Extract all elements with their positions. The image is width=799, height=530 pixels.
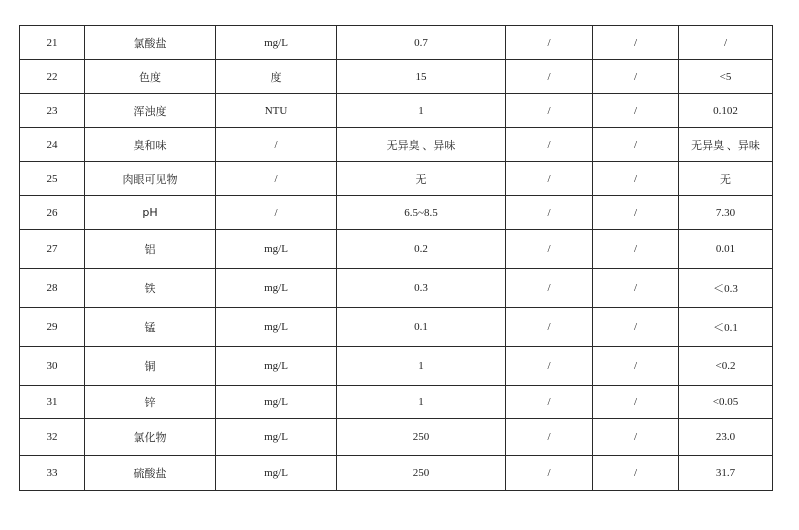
table-row (20, 419, 773, 456)
water-quality-table (19, 25, 773, 491)
result-value-cell: / (679, 26, 773, 60)
table-row (20, 196, 773, 230)
test-item-cell: 铜 (85, 347, 216, 386)
unit-cell: mg/L (216, 308, 337, 347)
limit-value-cell: 1 (337, 94, 506, 128)
blank-column-cell: / (593, 347, 679, 386)
result-value-cell: 23.0 (679, 419, 773, 456)
blank-column-cell: / (506, 60, 593, 94)
test-item-cell: 氯化物 (85, 419, 216, 456)
unit-cell: / (216, 196, 337, 230)
table-body (20, 26, 773, 491)
blank-column-cell: / (506, 347, 593, 386)
unit-cell: mg/L (216, 230, 337, 269)
unit-cell: mg/L (216, 269, 337, 308)
result-value-cell: <0.2 (679, 347, 773, 386)
table-row (20, 269, 773, 308)
test-item-cell: 肉眼可见物 (85, 162, 216, 196)
test-item-cell: 硫酸盐 (85, 456, 216, 491)
blank-column-cell: / (593, 456, 679, 491)
blank-column-cell: / (593, 386, 679, 419)
test-item-cell: 色度 (85, 60, 216, 94)
limit-value-cell: 250 (337, 419, 506, 456)
unit-cell: mg/L (216, 456, 337, 491)
row-number-cell: 28 (20, 269, 85, 308)
row-number-cell: 22 (20, 60, 85, 94)
table-row (20, 308, 773, 347)
test-item-cell: 铝 (85, 230, 216, 269)
test-item-cell: 锌 (85, 386, 216, 419)
test-item-cell: 铁 (85, 269, 216, 308)
limit-value-cell: 250 (337, 456, 506, 491)
blank-column-cell: / (593, 60, 679, 94)
result-value-cell: 31.7 (679, 456, 773, 491)
result-value-cell: 无 (679, 162, 773, 196)
table-row (20, 94, 773, 128)
blank-column-cell: / (506, 128, 593, 162)
limit-value-cell: 6.5~8.5 (337, 196, 506, 230)
row-number-cell: 27 (20, 230, 85, 269)
unit-cell: mg/L (216, 26, 337, 60)
test-item-cell: 锰 (85, 308, 216, 347)
unit-cell: mg/L (216, 419, 337, 456)
limit-value-cell: 0.3 (337, 269, 506, 308)
blank-column-cell: / (506, 308, 593, 347)
blank-column-cell: / (593, 162, 679, 196)
limit-value-cell: 0.1 (337, 308, 506, 347)
row-number-cell: 29 (20, 308, 85, 347)
limit-value-cell: 0.2 (337, 230, 506, 269)
table-row (20, 347, 773, 386)
blank-column-cell: / (593, 196, 679, 230)
blank-column-cell: / (593, 94, 679, 128)
blank-column-cell: / (506, 162, 593, 196)
table-row (20, 60, 773, 94)
unit-cell: 度 (216, 60, 337, 94)
row-number-cell: 33 (20, 456, 85, 491)
row-number-cell: 21 (20, 26, 85, 60)
result-value-cell: 0.102 (679, 94, 773, 128)
limit-value-cell: 无 (337, 162, 506, 196)
table-row (20, 26, 773, 60)
table-row (20, 456, 773, 491)
blank-column-cell: / (506, 456, 593, 491)
result-value-cell: <5 (679, 60, 773, 94)
limit-value-cell: 无异臭 、异味 (337, 128, 506, 162)
blank-column-cell: / (593, 26, 679, 60)
unit-cell: mg/L (216, 386, 337, 419)
test-item-cell: 氯酸盐 (85, 26, 216, 60)
test-item-cell: pH (85, 196, 216, 230)
unit-cell: / (216, 128, 337, 162)
blank-column-cell: / (593, 269, 679, 308)
blank-column-cell: / (593, 128, 679, 162)
blank-column-cell: / (593, 308, 679, 347)
blank-column-cell: / (593, 230, 679, 269)
limit-value-cell: 1 (337, 347, 506, 386)
blank-column-cell: / (506, 94, 593, 128)
result-value-cell: 7.30 (679, 196, 773, 230)
result-value-cell: 0.01 (679, 230, 773, 269)
table-row (20, 230, 773, 269)
blank-column-cell: / (506, 26, 593, 60)
unit-cell: mg/L (216, 347, 337, 386)
result-value-cell: ＜0.3 (679, 269, 773, 308)
blank-column-cell: / (506, 196, 593, 230)
row-number-cell: 30 (20, 347, 85, 386)
row-number-cell: 25 (20, 162, 85, 196)
unit-cell: NTU (216, 94, 337, 128)
row-number-cell: 31 (20, 386, 85, 419)
unit-cell: / (216, 162, 337, 196)
table-row (20, 386, 773, 419)
row-number-cell: 26 (20, 196, 85, 230)
blank-column-cell: / (506, 230, 593, 269)
blank-column-cell: / (506, 386, 593, 419)
result-value-cell: 无异臭 、异味 (679, 128, 773, 162)
table-row (20, 162, 773, 196)
row-number-cell: 24 (20, 128, 85, 162)
limit-value-cell: 15 (337, 60, 506, 94)
row-number-cell: 23 (20, 94, 85, 128)
test-item-cell: 浑浊度 (85, 94, 216, 128)
limit-value-cell: 1 (337, 386, 506, 419)
result-value-cell: ＜0.1 (679, 308, 773, 347)
result-value-cell: <0.05 (679, 386, 773, 419)
blank-column-cell: / (506, 269, 593, 308)
row-number-cell: 32 (20, 419, 85, 456)
blank-column-cell: / (506, 419, 593, 456)
blank-column-cell: / (593, 419, 679, 456)
table-row (20, 128, 773, 162)
test-item-cell: 臭和味 (85, 128, 216, 162)
limit-value-cell: 0.7 (337, 26, 506, 60)
